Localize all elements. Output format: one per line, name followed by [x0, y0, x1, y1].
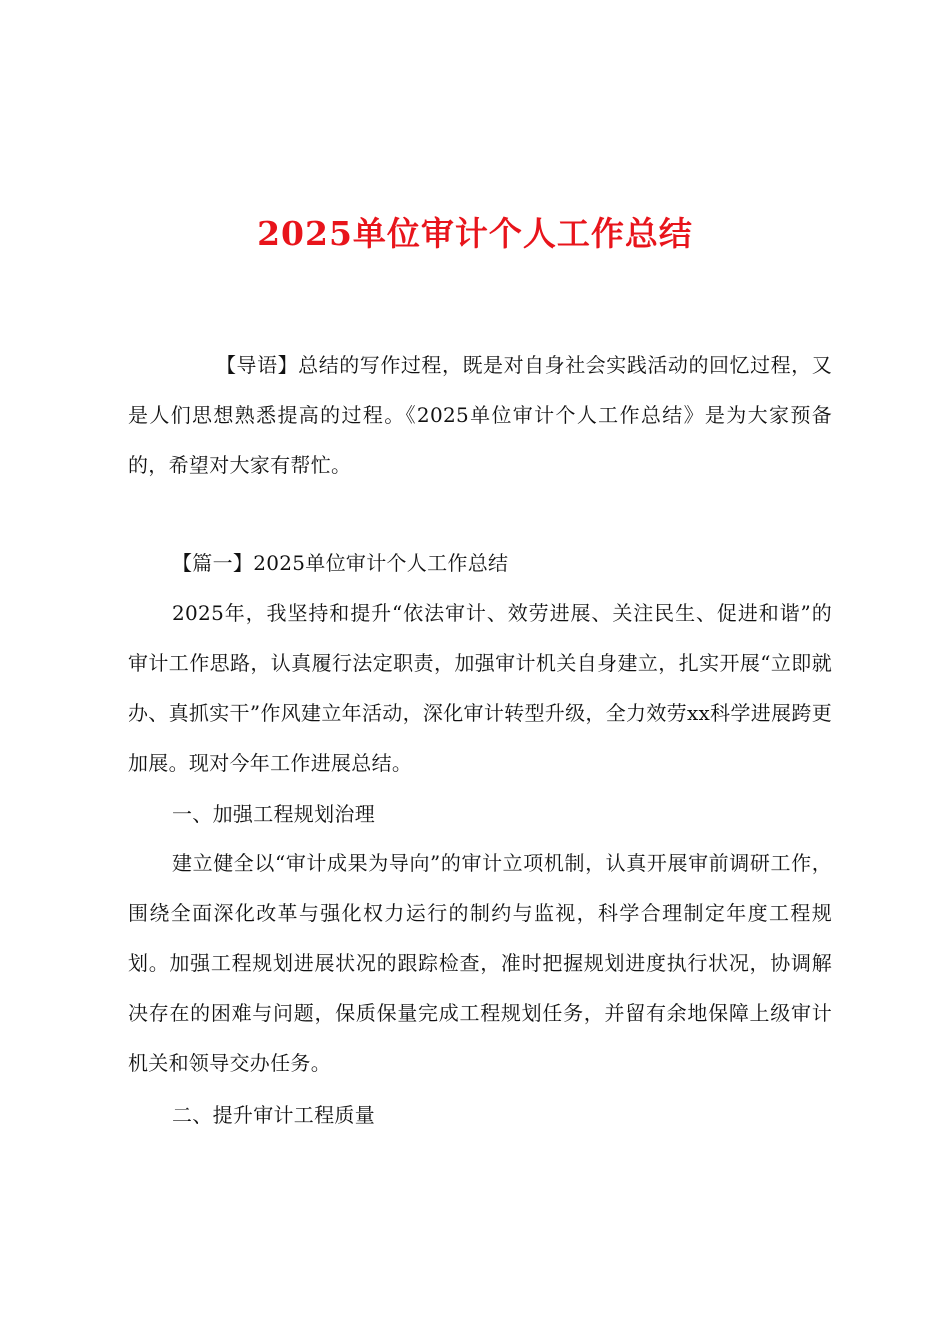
document-title: 2025单位审计个人工作总结 — [257, 214, 693, 253]
intro-paragraph — [128, 340, 832, 490]
body-paragraph-1: 2025年，我坚持和提升“依法审计、效劳进展、关注民生、促进和谐”的审计工作思路，认真履行法定职责，加强审计机关自身建立，扎实开展“立即就办、真抓实干”作风建立年活动，深化审计转型升级，全力效劳xx科学进展跨更加展。现对今年工作进展总结。 — [128, 601, 832, 775]
section-heading: 【篇一】2025单位审计个人工作总结 — [172, 551, 509, 575]
subheading-1: 一、加强工程规划治理 — [172, 802, 375, 826]
intro-text: 【导语】总结的写作过程，既是对自身社会实践活动的回忆过程，又是人们思想熟悉提高的过程。《2025单位审计个人工作总结》是为大家预备的，希望对大家有帮忙。 — [128, 353, 832, 477]
body-paragraph-2: 建立健全以“审计成果为导向”的审计立项机制，认真开展审前调研工作，围绕全面深化改革与强化权力运行的制约与监视，科学合理制定年度工程规划。加强工程规划进展状况的跟踪检查，准时把握规划进度执行状况，协调解决存在的困难与问题，保质保量完成工程规划任务，并留有余地保障上级审计机关和领导交办任务。 — [128, 851, 832, 1075]
subheading-2: 二、提升审计工程质量 — [172, 1103, 375, 1127]
